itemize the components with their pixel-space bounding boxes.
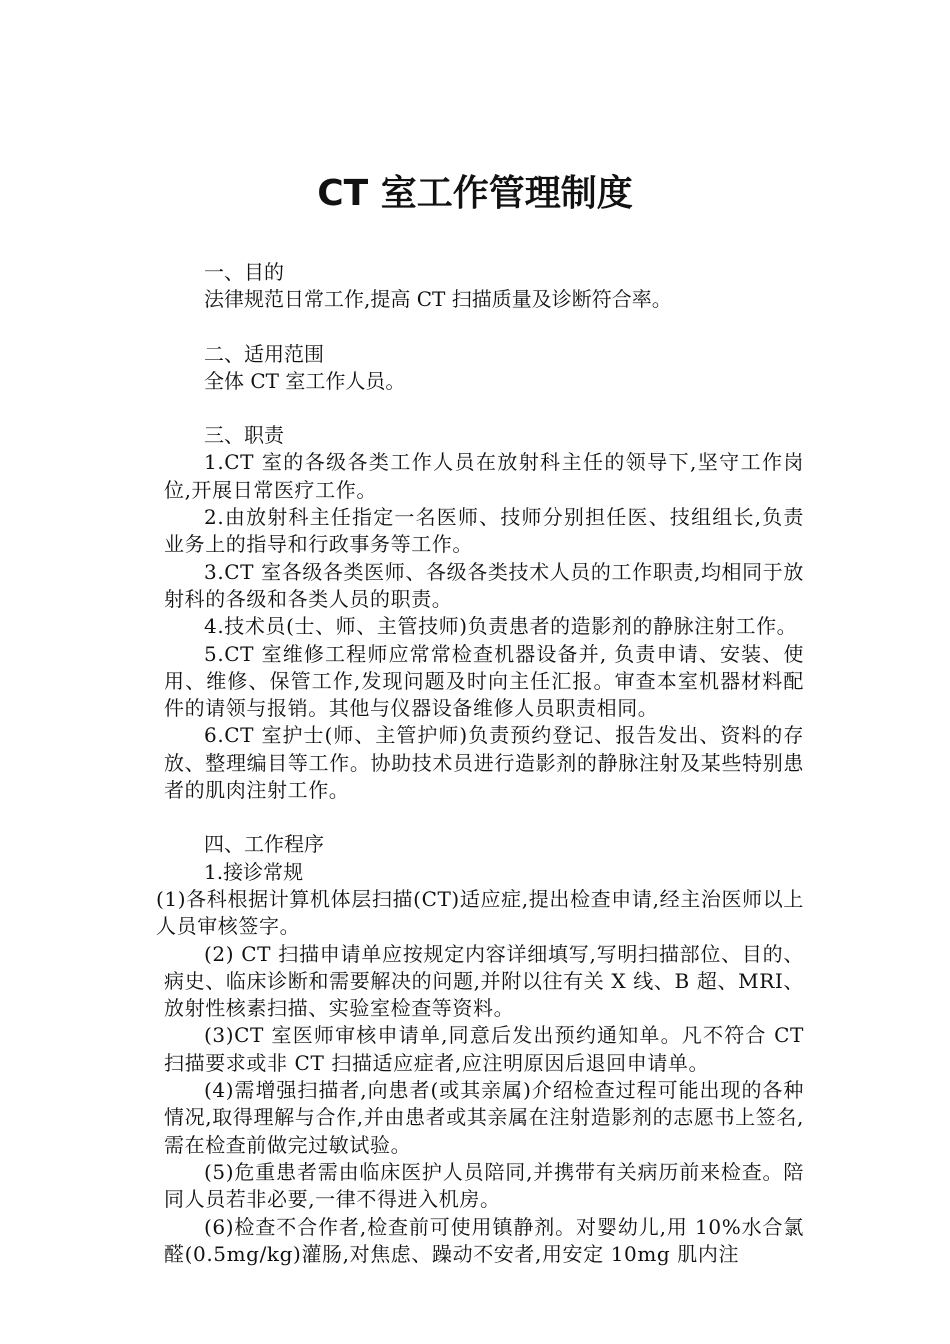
section-heading-procedure: 四、工作程序 [204, 832, 324, 857]
section-heading-purpose: 一、目的 [204, 260, 284, 284]
section-text-purpose: 法律规范日常工作,提高 CT 扫描质量及诊断符合率。 [204, 287, 672, 312]
page-title: CT 室工作管理制度 [317, 173, 633, 215]
duty-item-4: 4.技术员(士、师、主管技师)负责患者的造影剂的静脉注射工作。 [204, 614, 798, 639]
subsection-heading-reception: 1.接诊常规 [204, 859, 304, 884]
duty-item-2: 2.由放射科主任指定一名医师、技师分别担任医、技组组长,负责业务上的指导和行政事务等工作。 [164, 505, 804, 557]
procedure-item-1: (1)各科根据计算机体层扫描(CT)适应症,提出检查申请,经主治医师以上人员审核签字。 [156, 886, 804, 939]
section-heading-scope: 二、适用范围 [204, 341, 324, 366]
procedure-item-5: (5)危重患者需由临床医护人员陪同,并携带有关病历前来检查。陪同人员若非必要,一律不得进入机房。 [164, 1159, 804, 1212]
procedure-item-2: (2) CT 扫描申请单应按规定内容详细填写,写明扫描部位、目的、病史、临床诊断和需要解决的问题,并附以往有关 X 线、B 超、MRI、放射性核素扫描、实验室检查等资料。 [164, 941, 804, 1021]
duty-item-5: 5.CT 室维修工程师应常常检查机器设备并, 负责申请、安装、使用、维修、保管工作,发现问题及时向主任汇报。审查本室机器材料配件的请领与报销。其他与仪器设备维修人员职责相同。 [164, 641, 804, 721]
section-heading-duties: 三、职责 [204, 423, 284, 448]
procedure-item-3: (3)CT 室医师审核申请单,同意后发出预约通知单。凡不符合 CT 扫描要求或非 CT 扫描适应症者,应注明原因后退回申请单。 [164, 1023, 804, 1075]
document-body [156, 259, 804, 1268]
duty-item-6: 6.CT 室护士(师、主管护师)负责预约登记、报告发出、资料的存放、整理编目等工作。协助技术员进行造影剂的静脉注射及某些特别患者的肌肉注射工作。 [164, 723, 804, 803]
procedure-item-4: (4)需增强扫描者,向患者(或其亲属)介绍检查过程可能出现的各种情况,取得理解与合作,并由患者或其亲属在注射造影剂的志愿书上签名,需在检查前做完过敏试验。 [164, 1078, 804, 1157]
duty-item-3: 3.CT 室各级各类医师、各级各类技术人员的工作职责,均相同于放射科的各级和各类人员的职责。 [164, 559, 804, 611]
procedure-item-6: (6)检查不合作者,检查前可使用镇静剂。对婴幼儿,用 10%水合氯醛(0.5mg/kg)灌肠,对焦虑、躁动不安者,用安定 10mg 肌内注 [164, 1214, 804, 1266]
duty-item-1: 1.CT 室的各级各类工作人员在放射科主任的领导下,坚守工作岗位,开展日常医疗工作。 [164, 450, 804, 502]
section-text-scope: 全体 CT 室工作人员。 [204, 368, 406, 393]
